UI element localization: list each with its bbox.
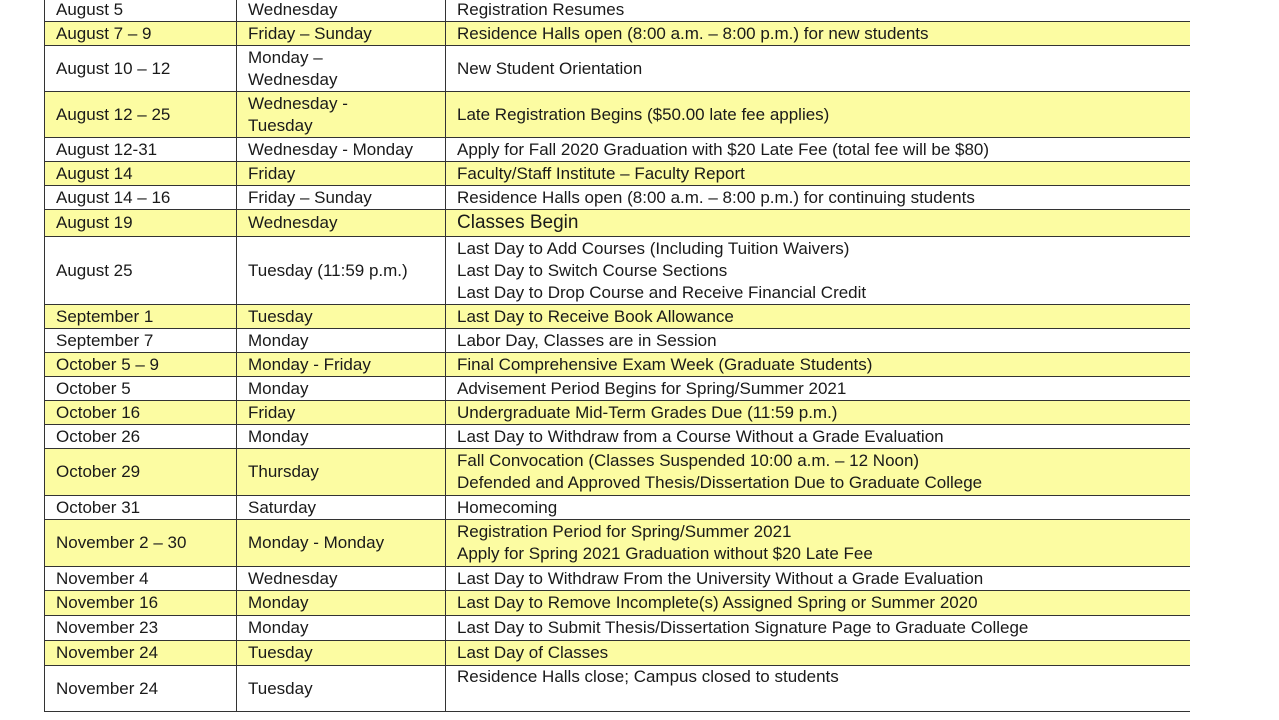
day-cell	[237, 377, 446, 401]
date-cell: August 10 – 12	[45, 46, 237, 92]
event-text: Classes Begin	[457, 212, 579, 233]
date-cell: November 2 – 30	[45, 520, 237, 567]
day-cell	[237, 186, 446, 210]
date-cell: August 5	[45, 0, 237, 22]
day-cell	[237, 567, 446, 591]
event-text: Last Day to Switch Course Sections	[457, 260, 728, 280]
event-text: Defended and Approved Thesis/Dissertation Due to Graduate College	[457, 473, 983, 492]
calendar-row	[45, 641, 1191, 666]
day-text: Monday - Friday	[248, 354, 371, 374]
day-cell	[237, 22, 446, 46]
day-cell	[237, 353, 446, 377]
calendar-row	[45, 46, 1191, 92]
date-cell: August 14	[45, 162, 237, 186]
calendar-row	[45, 377, 1191, 401]
day-text: Tuesday (11:59 p.m.)	[248, 260, 408, 280]
event-text: Late Registration Begins ($50.00 late fee applies)	[457, 104, 830, 124]
event-text: Apply for Fall 2020 Graduation with $20 Late Fee (total fee will be $80)	[457, 139, 990, 159]
day-cell	[237, 210, 446, 237]
day-text: Monday	[248, 593, 309, 612]
event-text: Faculty/Staff Institute – Faculty Report	[457, 163, 745, 183]
event-text: Last Day to Remove Incomplete(s) Assigned Spring or Summer 2020	[457, 593, 978, 612]
event-cell	[446, 305, 1191, 329]
event-text: Last Day to Add Courses (Including Tuition Waivers)	[457, 238, 850, 258]
date-cell: October 5 – 9	[45, 353, 237, 377]
day-cell	[237, 520, 446, 567]
day-text: Wednesday	[248, 568, 338, 588]
calendar-row	[45, 0, 1191, 22]
event-text: Last Day to Receive Book Allowance	[457, 306, 734, 326]
event-cell	[446, 567, 1191, 591]
day-text: Monday –	[248, 47, 323, 67]
event-cell	[446, 162, 1191, 186]
event-text: Last Day to Withdraw from a Course Without a Grade Evaluation	[457, 426, 944, 446]
event-text: Undergraduate Mid-Term Grades Due (11:59 p.m.)	[457, 402, 838, 422]
date-cell: November 24	[45, 666, 237, 712]
date-cell: August 19	[45, 210, 237, 237]
day-cell	[237, 237, 446, 305]
date-cell: August 7 – 9	[45, 22, 237, 46]
event-cell	[446, 92, 1191, 138]
event-text: Registration Resumes	[457, 0, 625, 19]
date-cell: August 14 – 16	[45, 186, 237, 210]
day-cell	[237, 666, 446, 712]
day-cell	[237, 616, 446, 641]
date-cell: November 24	[45, 641, 237, 666]
calendar-row	[45, 449, 1191, 496]
calendar-row	[45, 353, 1191, 377]
date-cell: August 12-31	[45, 138, 237, 162]
day-text: Monday	[248, 330, 309, 350]
calendar-row	[45, 329, 1191, 353]
day-cell	[237, 496, 446, 520]
date-cell: October 26	[45, 425, 237, 449]
calendar-row	[45, 591, 1191, 616]
day-text: Wednesday	[248, 0, 338, 19]
event-text: Apply for Spring 2021 Graduation without $20 Late Fee	[457, 544, 873, 563]
calendar-row	[45, 138, 1191, 162]
day-cell	[237, 329, 446, 353]
calendar-table	[44, 0, 1191, 712]
calendar-row	[45, 616, 1191, 641]
event-cell	[446, 616, 1191, 641]
event-text: New Student Orientation	[457, 58, 643, 78]
event-cell	[446, 46, 1191, 92]
day-cell	[237, 641, 446, 666]
event-cell	[446, 425, 1191, 449]
day-cell	[237, 449, 446, 496]
date-cell: August 25	[45, 237, 237, 305]
event-text: Residence Halls open (8:00 a.m. – 8:00 p.m.) for continuing students	[457, 187, 975, 207]
day-text: Friday – Sunday	[248, 187, 372, 207]
event-text: Labor Day, Classes are in Session	[457, 330, 717, 350]
day-text: Friday	[248, 163, 296, 183]
date-cell: November 4	[45, 567, 237, 591]
date-cell: October 16	[45, 401, 237, 425]
day-cell	[237, 305, 446, 329]
event-cell	[446, 591, 1191, 616]
day-text: Monday - Monday	[248, 533, 385, 552]
calendar-row	[45, 401, 1191, 425]
calendar-row	[45, 496, 1191, 520]
calendar-body	[45, 0, 1191, 712]
event-cell	[446, 186, 1191, 210]
event-cell	[446, 353, 1191, 377]
day-text: Monday	[248, 378, 309, 398]
event-text: Last Day to Withdraw From the University Without a Grade Evaluation	[457, 568, 984, 588]
event-text: Residence Halls close; Campus closed to students	[457, 667, 839, 686]
event-text: Final Comprehensive Exam Week (Graduate Students)	[457, 354, 873, 374]
event-cell	[446, 138, 1191, 162]
event-cell	[446, 210, 1191, 237]
day-text: Wednesday -	[248, 93, 348, 113]
day-text: Tuesday	[248, 678, 313, 698]
date-cell: November 23	[45, 616, 237, 641]
event-cell	[446, 401, 1191, 425]
date-cell: September 7	[45, 329, 237, 353]
day-cell	[237, 401, 446, 425]
date-cell: October 5	[45, 377, 237, 401]
calendar-row	[45, 520, 1191, 567]
calendar-row	[45, 666, 1191, 712]
event-text: Fall Convocation (Classes Suspended 10:00 a.m. – 12 Noon)	[457, 451, 920, 470]
event-text: Residence Halls open (8:00 a.m. – 8:00 p.m.) for new students	[457, 23, 929, 43]
event-cell	[446, 237, 1191, 305]
event-cell	[446, 0, 1191, 22]
date-cell: October 29	[45, 449, 237, 496]
day-cell	[237, 425, 446, 449]
event-cell	[446, 496, 1191, 520]
day-text: Friday – Sunday	[248, 23, 372, 43]
calendar-row	[45, 210, 1191, 237]
date-cell: November 16	[45, 591, 237, 616]
event-text: Last Day to Drop Course and Receive Financial Credit	[457, 282, 867, 302]
day-text: Wednesday - Monday	[248, 139, 414, 159]
day-cell	[237, 92, 446, 138]
day-text: Tuesday	[248, 643, 313, 662]
event-text: Homecoming	[457, 497, 558, 517]
page-margin	[1190, 0, 1279, 720]
event-cell	[446, 329, 1191, 353]
day-cell	[237, 138, 446, 162]
event-cell	[446, 666, 1191, 712]
event-cell	[446, 449, 1191, 496]
event-text: Last Day to Submit Thesis/Dissertation Signature Page to Graduate College	[457, 618, 1029, 637]
event-cell	[446, 641, 1191, 666]
day-text: Friday	[248, 402, 296, 422]
day-cell	[237, 162, 446, 186]
event-cell	[446, 22, 1191, 46]
event-text: Last Day of Classes	[457, 643, 609, 662]
day-text: Saturday	[248, 497, 317, 517]
day-cell	[237, 0, 446, 22]
event-text: Advisement Period Begins for Spring/Summer 2021	[457, 378, 847, 398]
day-text: Wednesday	[248, 69, 338, 89]
event-cell	[446, 377, 1191, 401]
calendar-row	[45, 22, 1191, 46]
day-text: Monday	[248, 426, 309, 446]
day-cell	[237, 591, 446, 616]
calendar-row	[45, 92, 1191, 138]
day-text: Tuesday	[248, 306, 313, 326]
calendar-row	[45, 305, 1191, 329]
event-cell	[446, 520, 1191, 567]
day-cell	[237, 46, 446, 92]
day-text: Monday	[248, 618, 309, 637]
calendar-row	[45, 186, 1191, 210]
date-cell: September 1	[45, 305, 237, 329]
calendar-row	[45, 162, 1191, 186]
day-text: Wednesday	[248, 213, 338, 232]
date-cell: October 31	[45, 496, 237, 520]
academic-calendar	[44, 0, 1190, 712]
calendar-row	[45, 237, 1191, 305]
calendar-row	[45, 425, 1191, 449]
day-text: Tuesday	[248, 115, 313, 135]
date-cell: August 12 – 25	[45, 92, 237, 138]
event-text: Registration Period for Spring/Summer 2021	[457, 522, 792, 541]
day-text: Thursday	[248, 462, 319, 481]
calendar-row	[45, 567, 1191, 591]
